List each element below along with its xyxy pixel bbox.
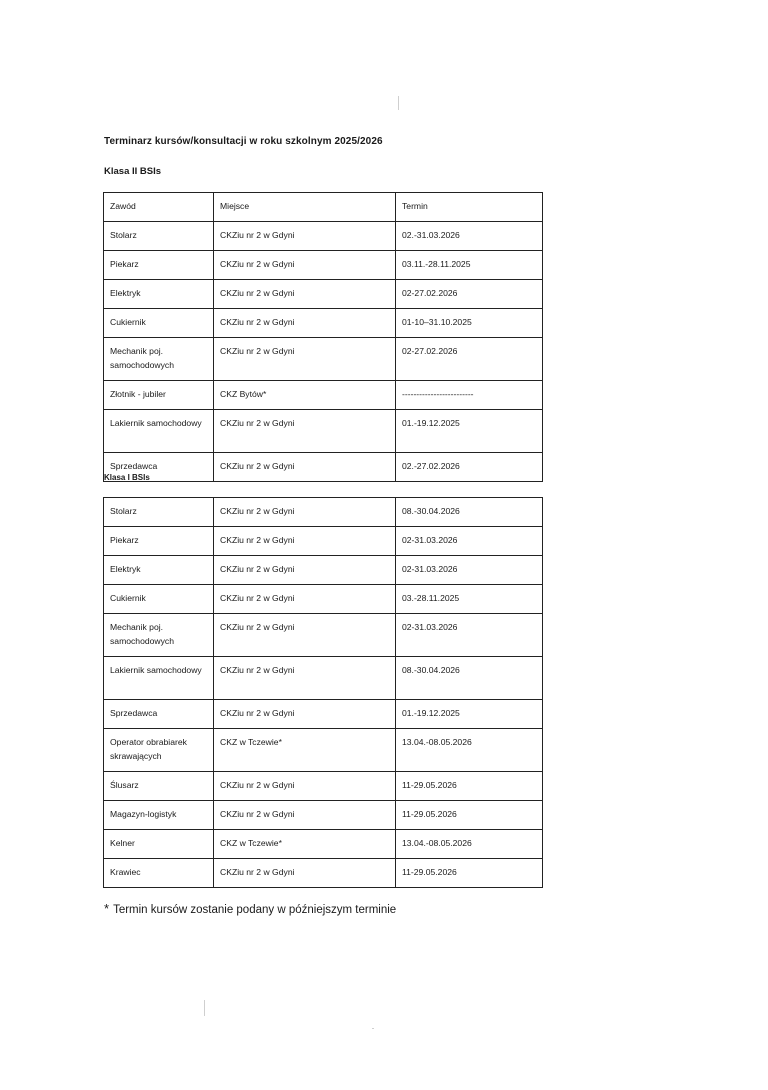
column-header-miejsce: Miejsce [214, 193, 396, 222]
cell-zawod: Lakiernik samochodowy [104, 657, 214, 700]
cell-miejsce: CKZiu nr 2 w Gdyni [214, 222, 396, 251]
cell-miejsce: CKZ w Tczewie* [214, 830, 396, 859]
table-row [104, 309, 543, 338]
table-row [104, 801, 543, 830]
cell-termin: 02-31.03.2026 [396, 614, 543, 657]
cell-zawod: Elektryk [104, 280, 214, 309]
cell-miejsce: CKZiu nr 2 w Gdyni [214, 801, 396, 830]
cell-miejsce: CKZiu nr 2 w Gdyni [214, 280, 396, 309]
cell-miejsce: CKZiu nr 2 w Gdyni [214, 657, 396, 700]
cell-termin: 08.-30.04.2026 [396, 498, 543, 527]
cell-zawod: Kelner [104, 830, 214, 859]
footnote-text: Termin kursów zostanie podany w późniejszym terminie [113, 904, 397, 916]
cell-termin: 02-27.02.2026 [396, 280, 543, 309]
document-title: Terminarz kursów/konsultacji w roku szkolnym 2025/2026 [104, 136, 383, 147]
cell-miejsce: CKZiu nr 2 w Gdyni [214, 772, 396, 801]
section-heading-klasa-i: Klasa I BSIs [104, 473, 150, 482]
cell-termin: 01-10–31.10.2025 [396, 309, 543, 338]
cell-miejsce: CKZiu nr 2 w Gdyni [214, 410, 396, 453]
cell-termin: 08.-30.04.2026 [396, 657, 543, 700]
cell-miejsce: CKZ w Tczewie* [214, 729, 396, 772]
table-row [104, 614, 543, 657]
schedule-table-klasa-i [103, 497, 543, 888]
table-row [104, 830, 543, 859]
cell-termin: 11-29.05.2026 [396, 772, 543, 801]
cell-zawod: Sprzedawca [104, 700, 214, 729]
footnote [104, 901, 396, 916]
table-row [104, 410, 543, 453]
table-row [104, 700, 543, 729]
cell-termin: 03.11.-28.11.2025 [396, 251, 543, 280]
cell-termin: 02.-27.02.2026 [396, 453, 543, 482]
table-row [104, 453, 543, 482]
cell-termin: 01.-19.12.2025 [396, 410, 543, 453]
cell-zawod: Cukiernik [104, 309, 214, 338]
cell-miejsce: CKZiu nr 2 w Gdyni [214, 700, 396, 729]
table-row [104, 772, 543, 801]
table-row [104, 527, 543, 556]
footnote-marker: * [104, 901, 110, 916]
cell-zawod: Elektryk [104, 556, 214, 585]
cell-termin: 02.-31.03.2026 [396, 222, 543, 251]
cell-termin: 13.04.-08.05.2026 [396, 729, 543, 772]
table-row [104, 585, 543, 614]
cell-zawod: Lakiernik samochodowy [104, 410, 214, 453]
cell-miejsce: CKZiu nr 2 w Gdyni [214, 309, 396, 338]
column-header-zawod: Zawód [104, 193, 214, 222]
cell-miejsce: CKZiu nr 2 w Gdyni [214, 453, 396, 482]
cell-zawod: Krawiec [104, 859, 214, 888]
column-header-termin: Termin [396, 193, 543, 222]
schedule-table-klasa-ii [103, 192, 543, 482]
cell-miejsce: CKZiu nr 2 w Gdyni [214, 614, 396, 657]
cell-miejsce: CKZ Bytów* [214, 381, 396, 410]
cell-zawod: Piekarz [104, 251, 214, 280]
cell-miejsce: CKZiu nr 2 w Gdyni [214, 498, 396, 527]
table-row [104, 338, 543, 381]
cell-zawod: Sprzedawca [104, 453, 214, 482]
table-header-row [104, 193, 543, 222]
cell-termin: 02-31.03.2026 [396, 527, 543, 556]
cell-zawod: Operator obrabiarek skrawających [104, 729, 214, 772]
table-row [104, 381, 543, 410]
cell-zawod: Złotnik - jubiler [104, 381, 214, 410]
cell-zawod: Mechanik poj. samochodowych [104, 614, 214, 657]
cell-zawod: Piekarz [104, 527, 214, 556]
cell-termin: ------------------------- [396, 381, 543, 410]
cell-zawod: Mechanik poj. samochodowych [104, 338, 214, 381]
table-row [104, 556, 543, 585]
cell-termin: 11-29.05.2026 [396, 801, 543, 830]
cell-miejsce: CKZiu nr 2 w Gdyni [214, 859, 396, 888]
table-row [104, 280, 543, 309]
cell-termin: 02-31.03.2026 [396, 556, 543, 585]
cell-termin: 03.-28.11.2025 [396, 585, 543, 614]
cell-miejsce: CKZiu nr 2 w Gdyni [214, 556, 396, 585]
cell-termin: 11-29.05.2026 [396, 859, 543, 888]
cell-zawod: Stolarz [104, 222, 214, 251]
table-row [104, 498, 543, 527]
table-row [104, 657, 543, 700]
cell-termin: 02-27.02.2026 [396, 338, 543, 381]
cell-miejsce: CKZiu nr 2 w Gdyni [214, 585, 396, 614]
cell-zawod: Ślusarz [104, 772, 214, 801]
table-row [104, 859, 543, 888]
scan-artifact [204, 1000, 205, 1016]
cell-miejsce: CKZiu nr 2 w Gdyni [214, 251, 396, 280]
cell-zawod: Stolarz [104, 498, 214, 527]
cell-miejsce: CKZiu nr 2 w Gdyni [214, 527, 396, 556]
table-row [104, 251, 543, 280]
table-row [104, 222, 543, 251]
cell-zawod: Cukiernik [104, 585, 214, 614]
table-row [104, 729, 543, 772]
cell-termin: 01.-19.12.2025 [396, 700, 543, 729]
scan-artifact [372, 1028, 374, 1029]
section-heading-klasa-ii: Klasa II BSIs [104, 166, 162, 177]
cell-termin: 13.04.-08.05.2026 [396, 830, 543, 859]
scan-artifact [398, 96, 399, 110]
cell-zawod: Magazyn-logistyk [104, 801, 214, 830]
cell-miejsce: CKZiu nr 2 w Gdyni [214, 338, 396, 381]
